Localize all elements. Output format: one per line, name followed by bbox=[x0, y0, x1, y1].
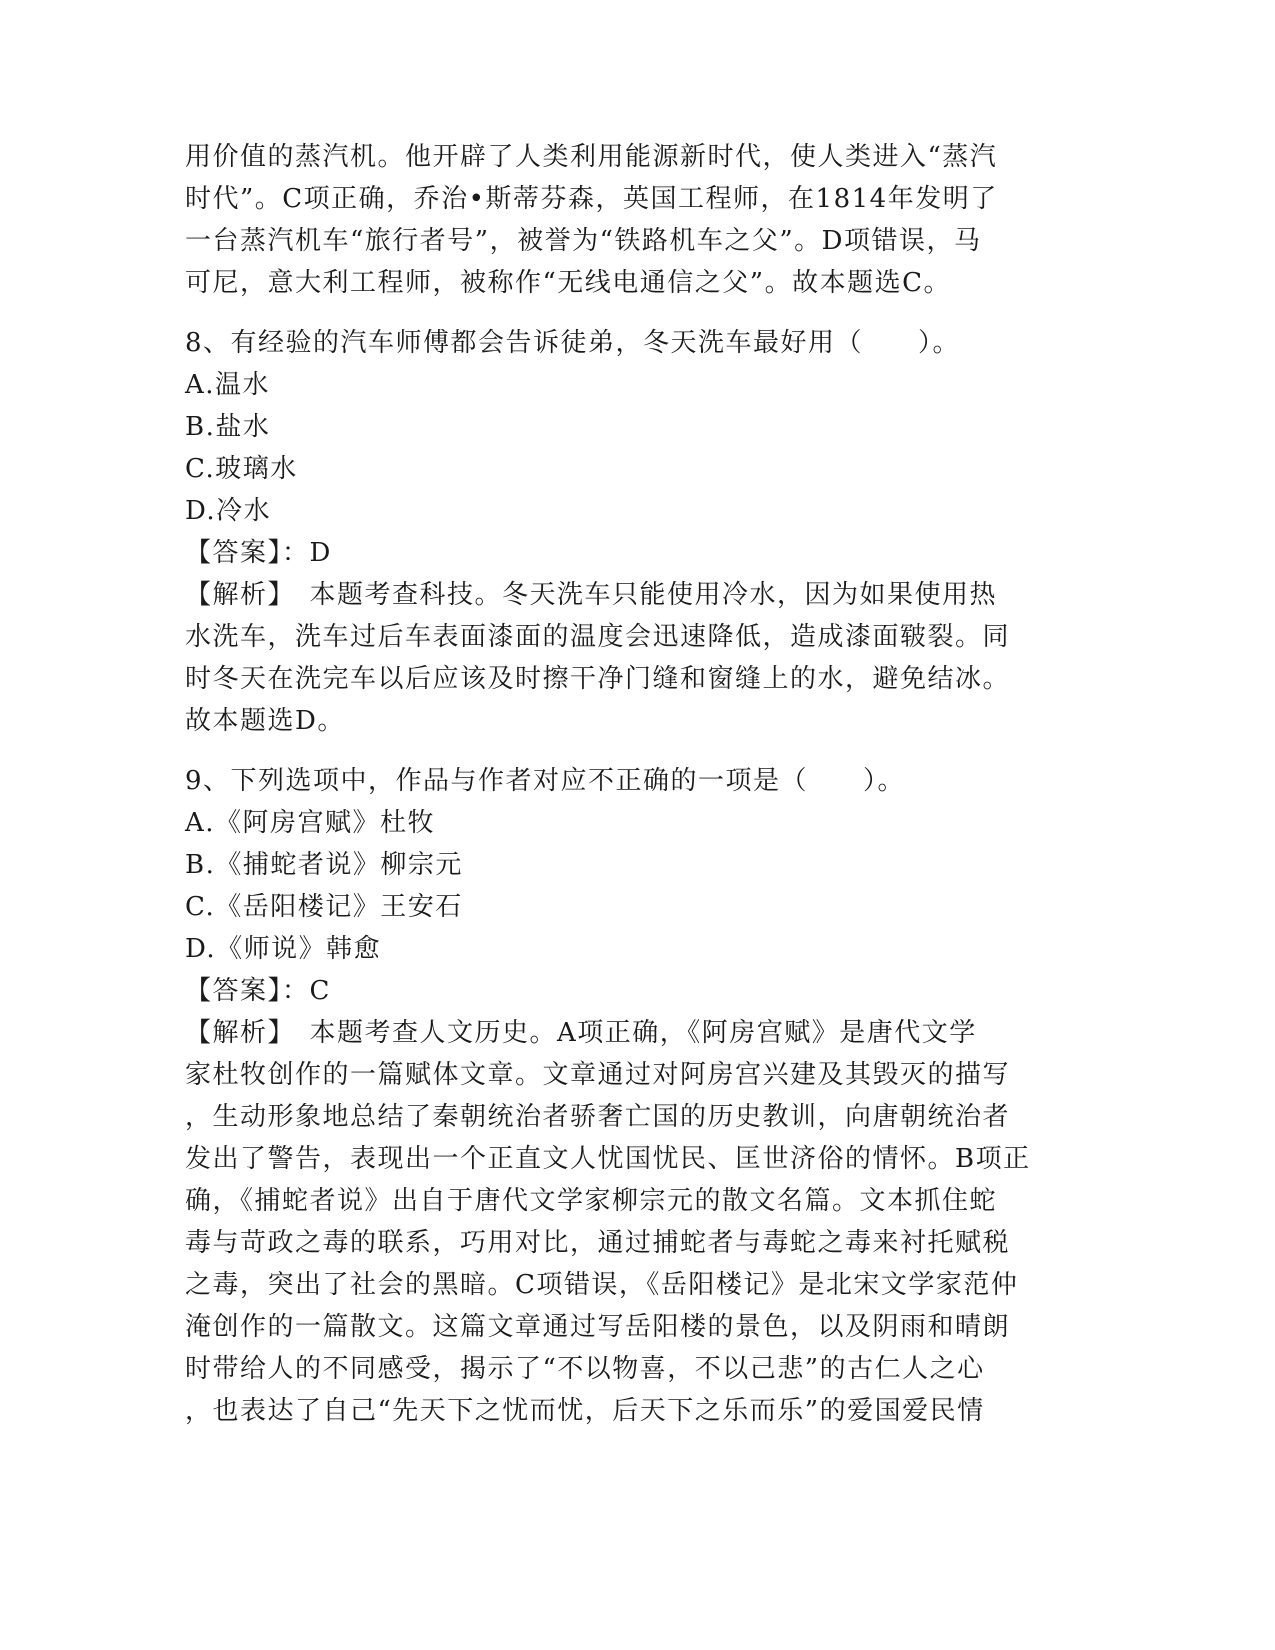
analysis-line: 时冬天在洗完车以后应该及时擦干净门缝和窗缝上的水，避免结冰。 bbox=[185, 664, 1011, 694]
analysis-line: 发出了警告，表现出一个正直文人忧国忧民、匡世济俗的情怀。B项正 bbox=[185, 1144, 1031, 1174]
text-line: 用价值的蒸汽机。他开辟了人类利用能源新时代，使人类进入“蒸汽 bbox=[185, 142, 998, 172]
text-line: 可尼，意大利工程师，被称作“无线电通信之父”。故本题选C。 bbox=[185, 268, 951, 298]
option-b: B.《捕蛇者说》柳宗元 bbox=[185, 850, 463, 880]
question-stem: 8、有经验的汽车师傅都会告诉徒弟，冬天洗车最好用（ ）。 bbox=[185, 328, 961, 358]
option-a: A.温水 bbox=[185, 370, 271, 400]
analysis-line: ，也表达了自己“先天下之忧而忧，后天下之乐而乐”的爱国爱民情 bbox=[185, 1396, 985, 1426]
analysis-line: 【解析】 本题考查人文历史。A项正确，《阿房宫赋》是唐代文学 bbox=[185, 1018, 977, 1048]
previous-explanation-tail bbox=[185, 136, 1075, 304]
spacer bbox=[185, 742, 1075, 760]
option-c: C.《岳阳楼记》王安石 bbox=[185, 892, 463, 922]
analysis-line: 淹创作的一篇散文。这篇文章通过写岳阳楼的景色，以及阴雨和晴朗 bbox=[185, 1312, 1011, 1342]
text-line: 时代”。C项正确，乔治•斯蒂芬森，英国工程师，在1814年发明了 bbox=[185, 184, 998, 214]
option-b: B.盐水 bbox=[185, 412, 271, 442]
analysis-line: 确，《捕蛇者说》出自于唐代文学家柳宗元的散文名篇。文本抓住蛇 bbox=[185, 1186, 998, 1216]
option-d: D.《师说》韩愈 bbox=[185, 934, 382, 964]
question-8 bbox=[185, 322, 1075, 742]
option-a: A.《阿房宫赋》杜牧 bbox=[185, 808, 436, 838]
answer: 【答案】：D bbox=[185, 538, 332, 568]
analysis-line: 之毒，突出了社会的黑暗。C项错误，《岳阳楼记》是北宋文学家范仲 bbox=[185, 1270, 1019, 1300]
option-d: D.冷水 bbox=[185, 496, 272, 526]
analysis-line: 毒与苛政之毒的联系，巧用对比，通过捕蛇者与毒蛇之毒来衬托赋税 bbox=[185, 1228, 1011, 1258]
analysis-line: 故本题选D。 bbox=[185, 706, 345, 736]
analysis-line: 【解析】 本题考查科技。冬天洗车只能使用冷水，因为如果使用热 bbox=[185, 580, 998, 610]
analysis-line: 水洗车，洗车过后车表面漆面的温度会迅速降低，造成漆面皲裂。同 bbox=[185, 622, 1011, 652]
document-body bbox=[185, 136, 1075, 1432]
option-c: C.玻璃水 bbox=[185, 454, 298, 484]
analysis-line: ，生动形象地总结了秦朝统治者骄奢亡国的历史教训，向唐朝统治者 bbox=[185, 1102, 1011, 1132]
analysis-line: 时带给人的不同感受，揭示了“不以物喜，不以己悲”的古仁人之心 bbox=[185, 1354, 985, 1384]
spacer bbox=[185, 304, 1075, 322]
answer: 【答案】：C bbox=[185, 976, 331, 1006]
question-stem: 9、下列选项中，作品与作者对应不正确的一项是（ ）。 bbox=[185, 766, 906, 796]
analysis-line: 家杜牧创作的一篇赋体文章。文章通过对阿房宫兴建及其毁灭的描写 bbox=[185, 1060, 1011, 1090]
question-9 bbox=[185, 760, 1075, 1432]
text-line: 一台蒸汽机车“旅行者号”，被誉为“铁路机车之父”。D项错误，马 bbox=[185, 226, 982, 256]
